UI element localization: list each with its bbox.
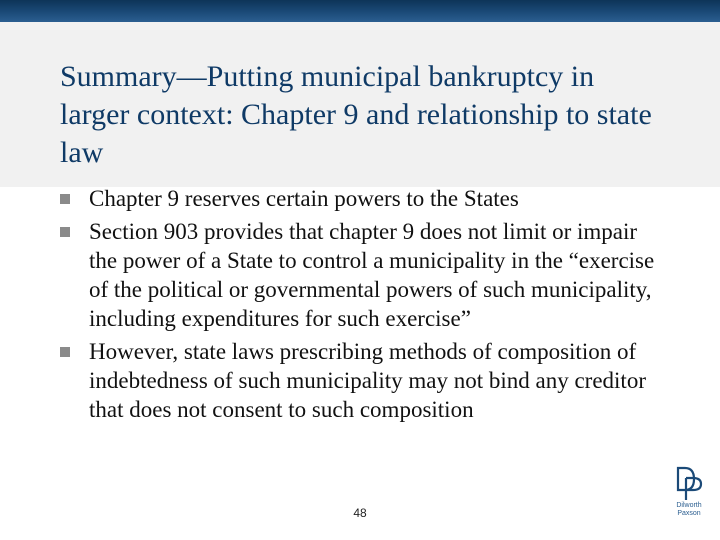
bullet-item	[60, 217, 670, 333]
bullet-item	[60, 337, 670, 424]
page-number: 48	[353, 506, 367, 520]
logo-line: Paxson	[677, 510, 701, 517]
bullet-text: Chapter 9 reserves certain powers to the States	[89, 186, 519, 211]
company-logo	[662, 466, 716, 526]
logo-wordmark	[662, 502, 716, 518]
bullet-item	[60, 184, 670, 213]
square-bullet-icon	[60, 194, 70, 204]
bullet-text: Section 903 provides that chapter 9 does not limit or impair the power of a State to control a municipality in the “exercise of the political or governmental powers of such municipality, including expenditures for such exercise”	[89, 219, 655, 331]
square-bullet-icon	[60, 347, 70, 357]
bullet-text: However, state laws prescribing methods of composition of indebtedness of such municipality may not bind any creditor that does not consent to such composition	[89, 339, 646, 422]
bullet-list	[60, 184, 670, 428]
dp-monogram-icon	[674, 466, 704, 502]
top-banner	[0, 0, 720, 22]
slide-title: Summary—Putting municipal bankruptcy in larger context: Chapter 9 and relationship to state law	[60, 60, 652, 169]
logo-line: Dilworth	[676, 502, 702, 509]
square-bullet-icon	[60, 227, 70, 237]
